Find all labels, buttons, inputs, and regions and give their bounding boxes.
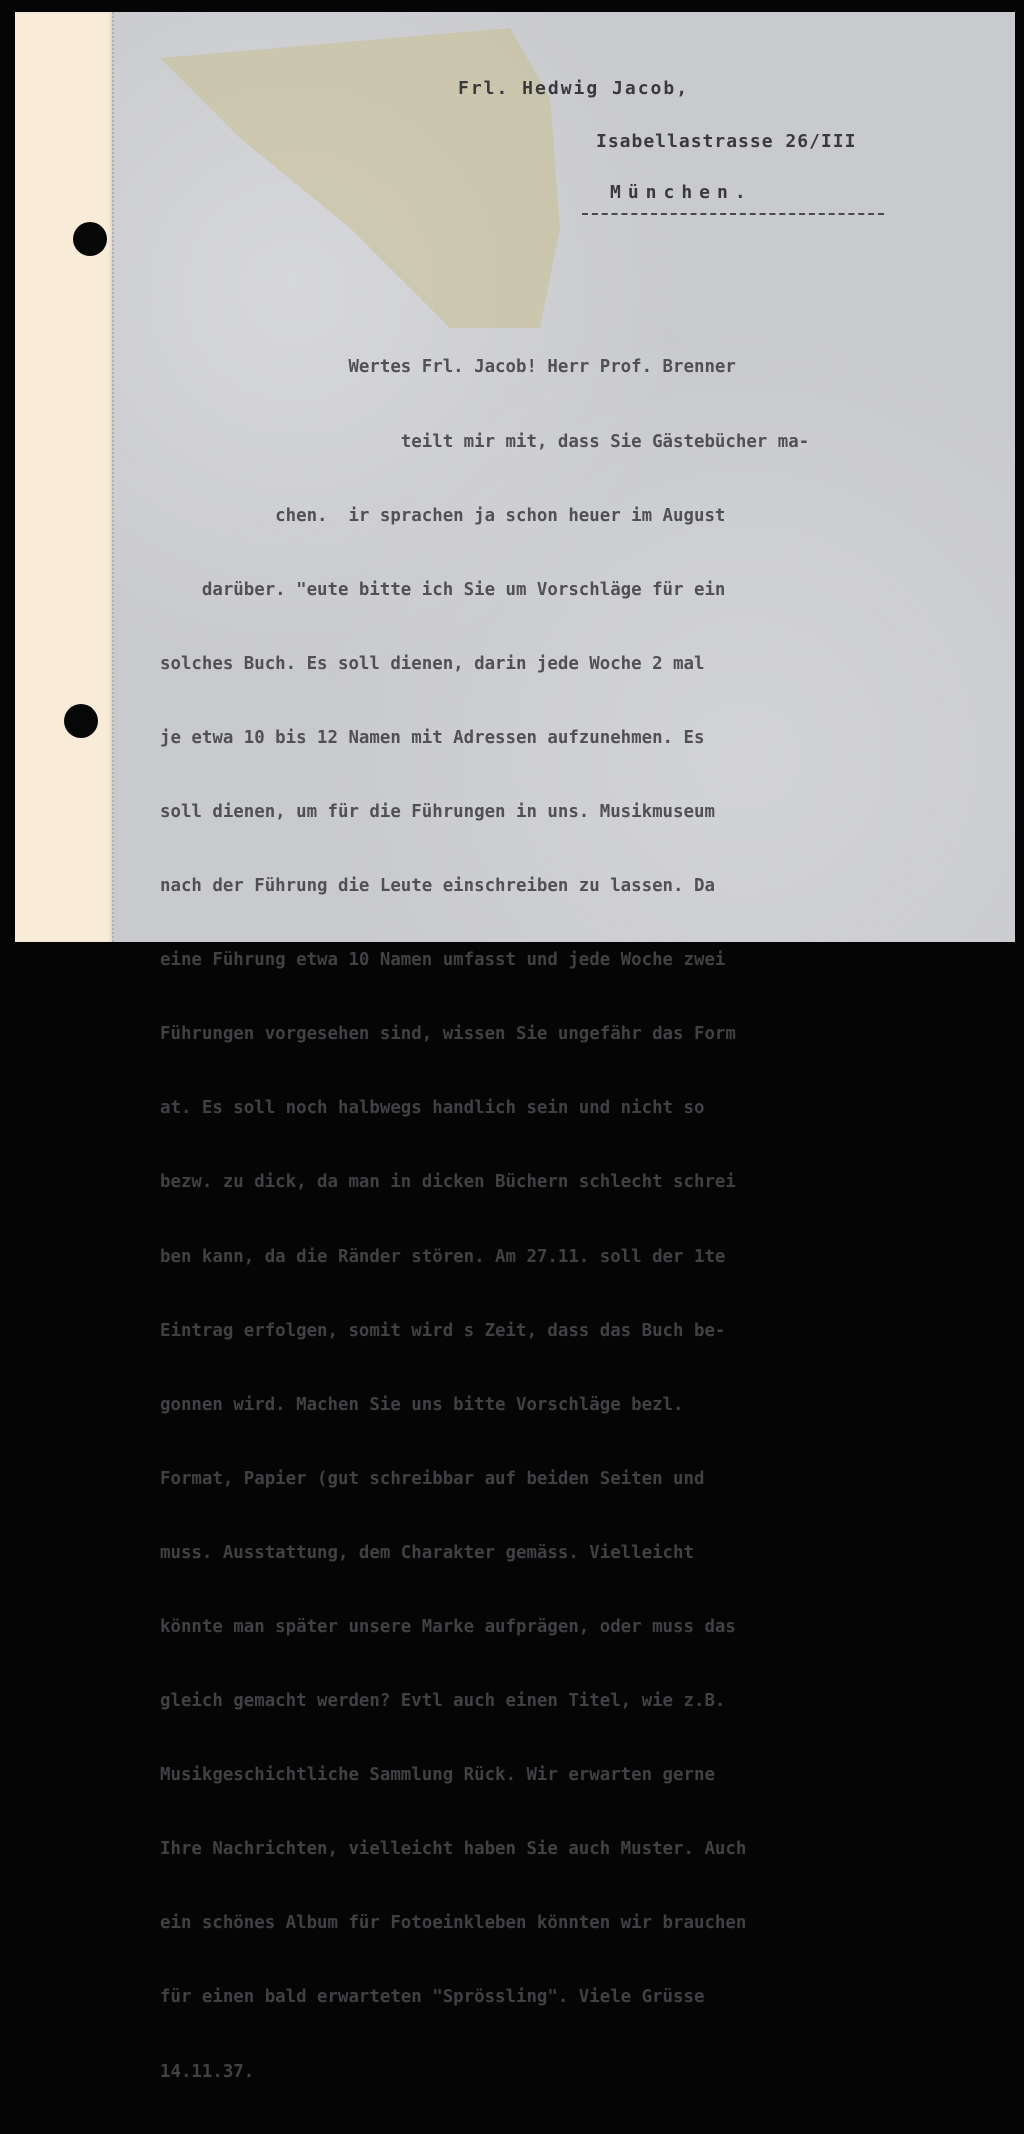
- letter-line: Ihre Nachrichten, vielleicht haben Sie auch Muster. Auch: [160, 1839, 747, 1860]
- letter-line: chen. ir sprachen ja schon heuer im August: [160, 505, 726, 526]
- letter-line: eine Führung etwa 10 Namen umfasst und jede Woche zwei: [160, 950, 726, 971]
- letter-line: gleich gemacht werden? Evtl auch einen Titel, wie z.B.: [160, 1691, 726, 1712]
- letter-line: Eintrag erfolgen, somit wird s Zeit, dass das Buch be-: [160, 1320, 726, 1341]
- binding-strip: [15, 12, 112, 942]
- letter-line: ben kann, da die Ränder stören. Am 27.11. soll der 1te: [160, 1246, 726, 1267]
- recipient-city: München.: [610, 182, 753, 203]
- letter-line: Format, Papier (gut schreibbar auf beiden Seiten und: [160, 1468, 705, 1489]
- letter-body: [160, 306, 809, 2134]
- punch-hole-bottom: [64, 704, 98, 738]
- letter-line: je etwa 10 bis 12 Namen mit Adressen aufzunehmen. Es: [160, 727, 705, 748]
- letter-line: soll dienen, um für die Führungen in uns. Musikmuseum: [160, 801, 715, 822]
- letter-line: Wertes Frl. Jacob! Herr Prof. Brenner: [160, 357, 736, 378]
- letter-line: nach der Führung die Leute einschreiben zu lassen. Da: [160, 876, 715, 897]
- address-underline: [582, 213, 884, 215]
- letter-line: darüber. "eute bitte ich Sie um Vorschläge für ein: [160, 579, 726, 600]
- letter-line: Führungen vorgesehen sind, wissen Sie ungefähr das Form: [160, 1024, 736, 1045]
- letter-line: teilt mir mit, dass Sie Gästebücher ma-: [160, 431, 810, 452]
- punch-hole-top: [73, 222, 107, 256]
- stain-mark: [150, 28, 570, 328]
- letter-line: bezw. zu dick, da man in dicken Büchern schlecht schrei: [160, 1172, 736, 1193]
- letter-line: at. Es soll noch halbwegs handlich sein und nicht so: [160, 1098, 705, 1119]
- letter-line: muss. Ausstattung, dem Charakter gemäss. Vielleicht: [160, 1542, 694, 1563]
- recipient-street: Isabellastrasse 26/III: [596, 131, 857, 152]
- letter-line: für einen bald erwarteten "Sprössling". Viele Grüsse: [160, 1987, 705, 2008]
- letter-line: könnte man später unsere Marke aufprägen, oder muss das: [160, 1617, 736, 1637]
- recipient-name: Frl. Hedwig Jacob,: [458, 78, 690, 99]
- letter-line: gonnen wird. Machen Sie uns bitte Vorschläge bezl.: [160, 1394, 684, 1415]
- letter-line: ein schönes Album für Fotoeinkleben könnten wir brauchen: [160, 1913, 747, 1934]
- letter-line: Musikgeschichtliche Sammlung Rück. Wir erwarten gerne: [160, 1765, 715, 1786]
- letter-line: solches Buch. Es soll dienen, darin jede Woche 2 mal: [160, 653, 705, 674]
- letter-date: 14.11.37.: [160, 2061, 255, 2082]
